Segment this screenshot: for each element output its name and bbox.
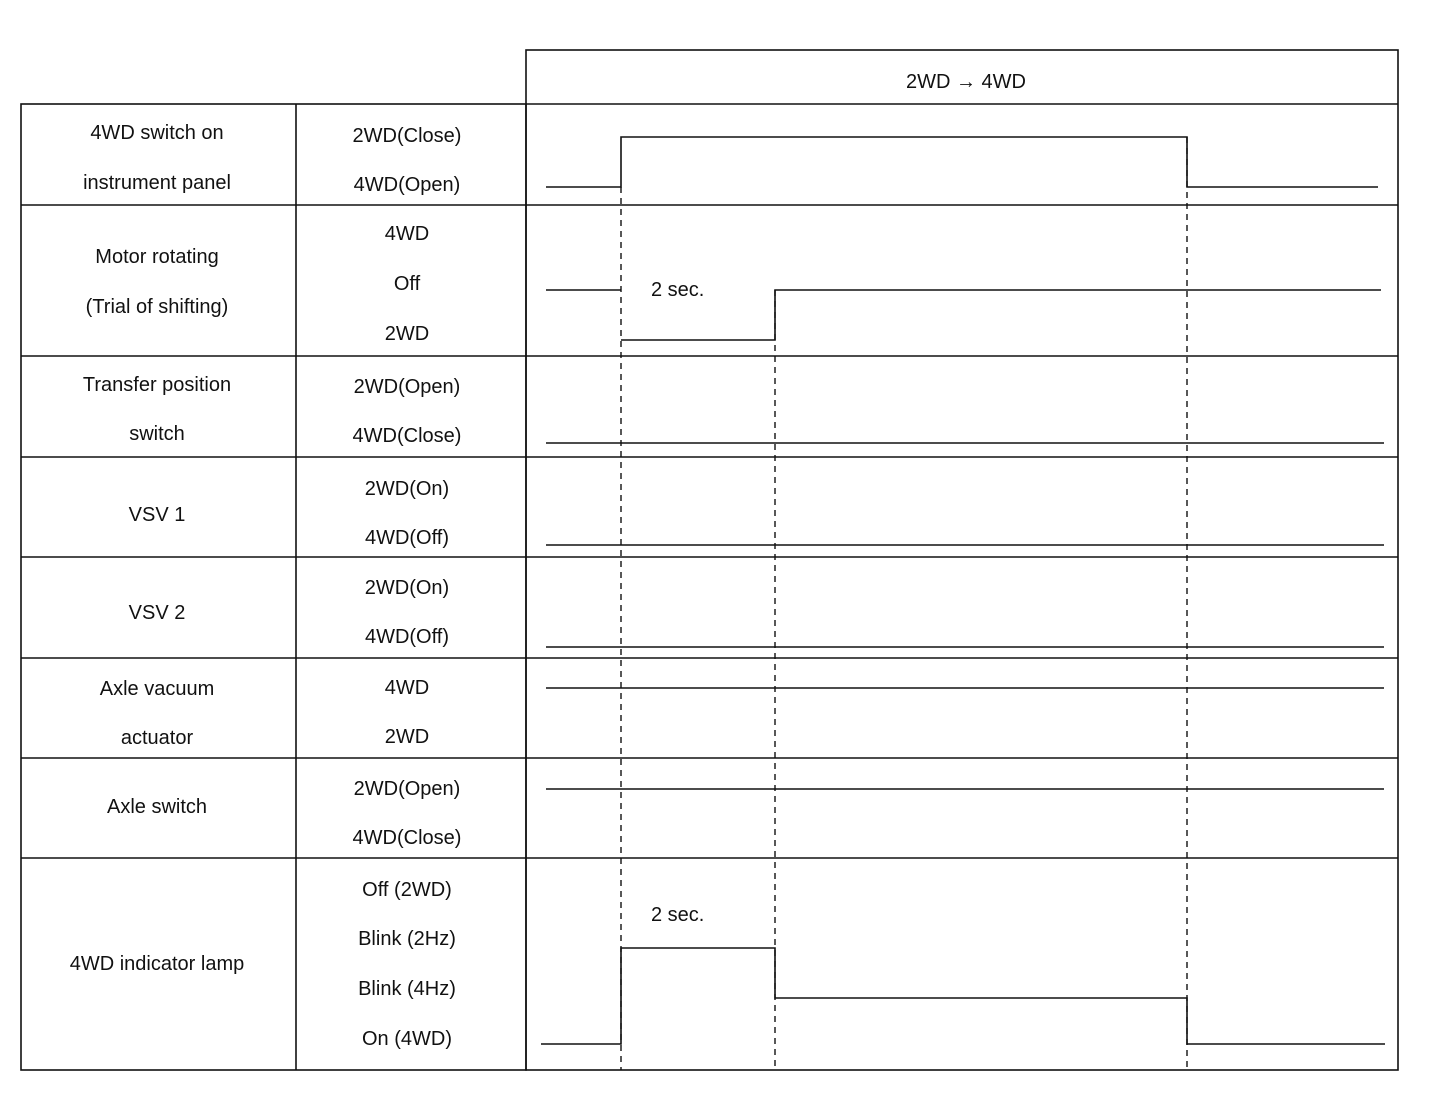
state-label: Blink (2Hz) <box>358 928 456 950</box>
row-label: Axle vacuum <box>99 678 215 700</box>
state-label: 2WD(Open) <box>353 778 461 800</box>
state-label: 4WD(Close) <box>352 425 462 447</box>
row-label: VSV 1 <box>128 504 186 526</box>
state-label: Blink (4Hz) <box>358 978 456 1000</box>
motor-duration-label: 2 sec. <box>651 279 705 301</box>
row-label: Axle switch <box>106 796 208 818</box>
state-label: 2WD(Open) <box>353 376 461 398</box>
row-label: VSV 2 <box>128 602 186 624</box>
time-markers <box>621 137 1187 1070</box>
state-label: 4WD(Off) <box>364 626 450 648</box>
lamp-duration-label: 2 sec. <box>651 904 705 926</box>
row-label: actuator <box>120 727 194 749</box>
row-label: instrument panel <box>83 172 231 194</box>
state-label: 2WD(Close) <box>352 125 462 147</box>
header-title: 2WD → 4WD <box>906 71 1026 93</box>
state-label: 4WD(Close) <box>352 827 462 849</box>
row-label: Transfer position <box>82 374 232 396</box>
state-label: Off <box>393 273 421 295</box>
row-label: 4WD indicator lamp <box>69 953 245 975</box>
state-label: 2WD <box>384 726 430 748</box>
row-label: 4WD switch on <box>90 122 224 144</box>
state-label: 4WD(Off) <box>364 527 450 549</box>
row-label: switch <box>129 423 185 445</box>
state-label: On (4WD) <box>362 1028 452 1050</box>
state-label: 2WD <box>384 323 430 345</box>
state-label: 4WD <box>384 677 430 699</box>
state-label: 4WD(Open) <box>353 174 461 196</box>
waveform-indicator-lamp <box>541 948 1385 1044</box>
waveform-4wd-switch <box>546 137 1378 187</box>
row-labels <box>70 122 245 975</box>
state-label: 4WD <box>384 223 430 245</box>
waveform-motor <box>621 290 1381 340</box>
table-grid <box>21 50 1398 1070</box>
state-label: 2WD(On) <box>364 577 450 599</box>
state-label: 2WD(On) <box>364 478 450 500</box>
state-label: Off (2WD) <box>362 879 452 901</box>
row-label: (Trial of shifting) <box>85 296 229 318</box>
row-label: Motor rotating <box>95 246 219 268</box>
state-labels <box>353 125 462 1050</box>
